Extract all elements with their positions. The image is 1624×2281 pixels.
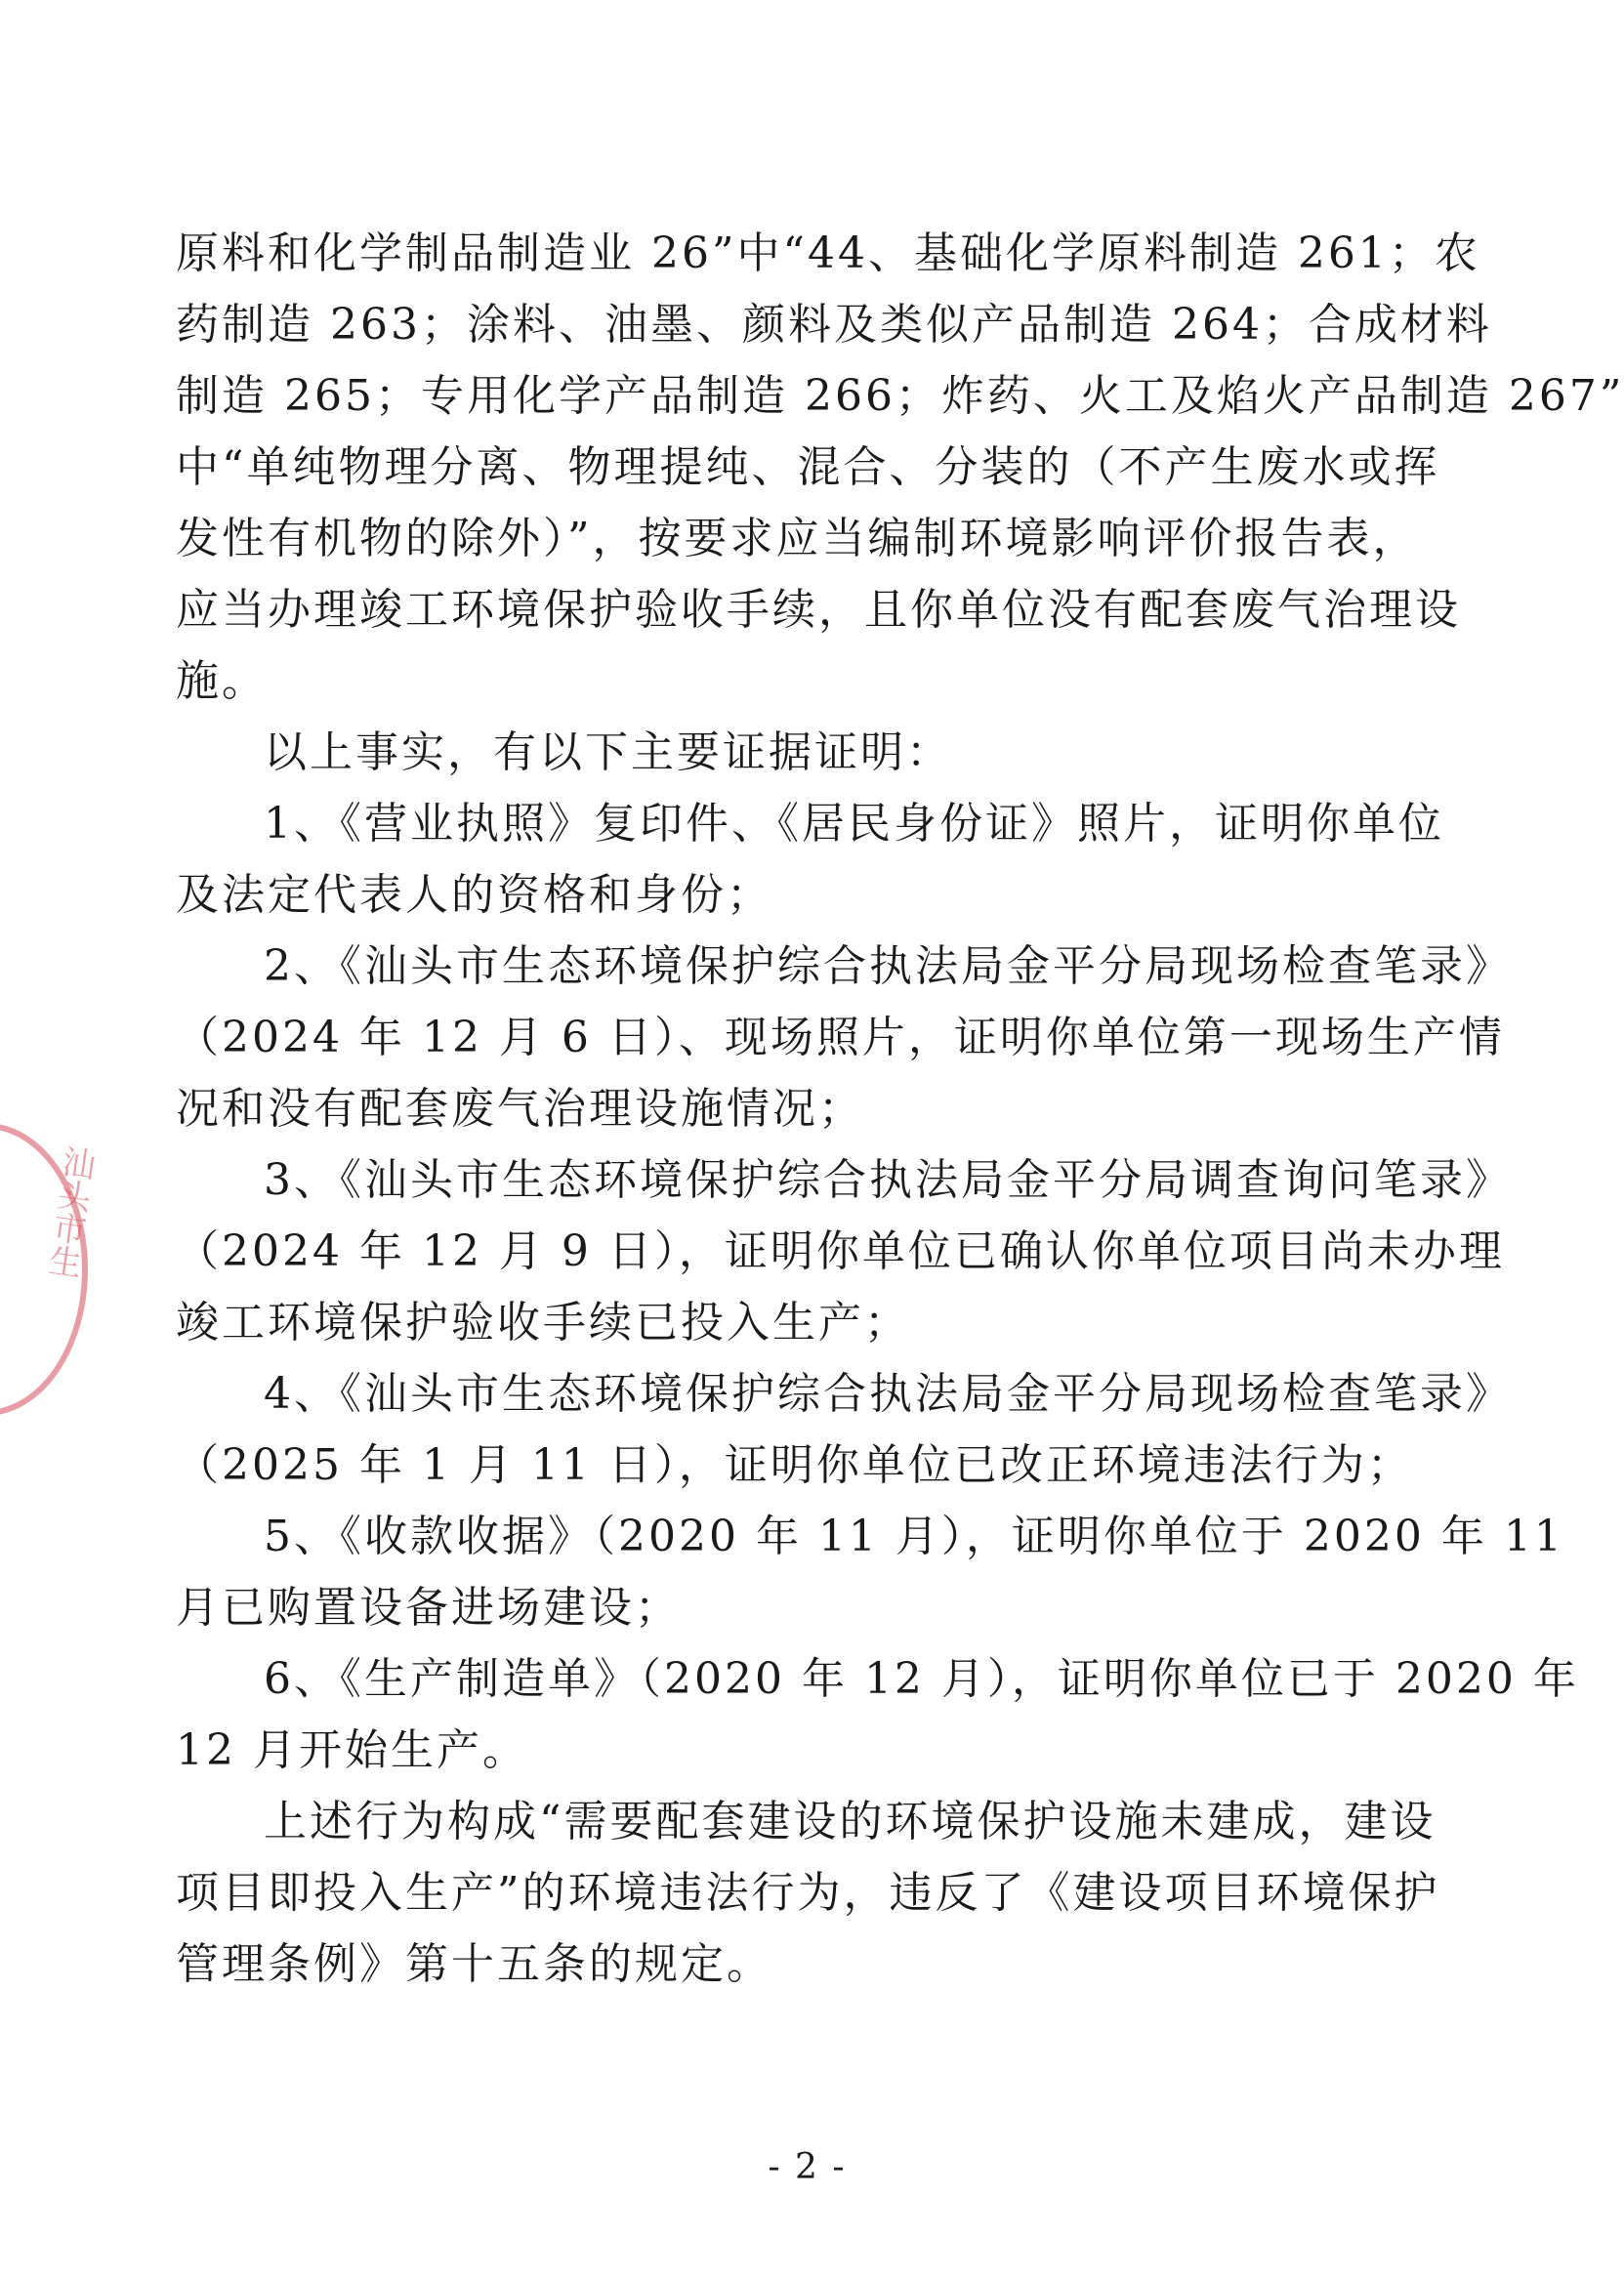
body-line-5: 发性有机物的除外）”，按要求应当编制环境影响评价报告表，	[176, 514, 1419, 563]
evidence-item-3-cont-2: 竣工环境保护验收手续已投入生产；	[176, 1298, 910, 1348]
evidence-item-2-cont-1: （2024 年 12 月 6 日）、现场照片，证明你单位第一现场生产情	[176, 1013, 1505, 1062]
official-seal-text: 汕头市生	[40, 1142, 98, 1280]
evidence-item-5-cont: 月已购置设备进场建设；	[176, 1583, 681, 1633]
evidence-item-4-cont: （2025 年 1 月 11 日），证明你单位已改正环境违法行为；	[176, 1440, 1413, 1490]
evidence-item-3: 3、《汕头市生态环境保护综合执法局金平分局调查询问笔录》	[264, 1155, 1512, 1205]
conclusion-line-3: 管理条例》第十五条的规定。	[176, 1939, 772, 1989]
evidence-item-2-cont-2: 况和没有配套废气治理设施情况；	[176, 1084, 864, 1134]
conclusion-line-1: 上述行为构成“需要配套建设的环境保护设施未建成，建设	[264, 1797, 1437, 1846]
evidence-intro: 以上事实，有以下主要证据证明：	[264, 727, 952, 777]
body-line-7: 施。	[176, 656, 268, 706]
body-line-6: 应当办理竣工环境保护验收手续，且你单位没有配套废气治理设	[176, 585, 1461, 635]
body-line-2: 药制造 263；涂料、油墨、颜料及类似产品制造 264；合成材料	[176, 300, 1492, 350]
body-line-4: 中“单纯物理分离、物理提纯、混合、分装的（不产生废水或挥	[176, 442, 1440, 492]
evidence-item-2: 2、《汕头市生态环境保护综合执法局金平分局现场检查笔录》	[264, 941, 1512, 991]
evidence-item-6-cont: 12 月开始生产。	[176, 1725, 528, 1775]
evidence-item-4: 4、《汕头市生态环境保护综合执法局金平分局现场检查笔录》	[264, 1369, 1512, 1419]
evidence-item-1-cont: 及法定代表人的资格和身份；	[176, 870, 772, 920]
body-line-3: 制造 265；专用化学产品制造 266；炸药、火工及焰火产品制造 267”	[176, 371, 1624, 421]
evidence-item-5: 5、《收款收据》（2020 年 11 月），证明你单位于 2020 年 11	[264, 1512, 1564, 1561]
page-number: - 2 -	[768, 2147, 847, 2187]
evidence-item-3-cont-1: （2024 年 12 月 9 日），证明你单位已确认你单位项目尚未办理	[176, 1226, 1505, 1276]
evidence-item-6: 6、《生产制造单》（2020 年 12 月），证明你单位已于 2020 年	[264, 1654, 1579, 1704]
conclusion-line-2: 项目即投入生产”的环境违法行为，违反了《建设项目环境保护	[176, 1868, 1440, 1918]
evidence-item-1: 1、《营业执照》复印件、《居民身份证》照片，证明你单位	[264, 799, 1444, 849]
body-line-1: 原料和化学制品制造业 26”中“44、基础化学原料制造 261；农	[176, 228, 1480, 278]
